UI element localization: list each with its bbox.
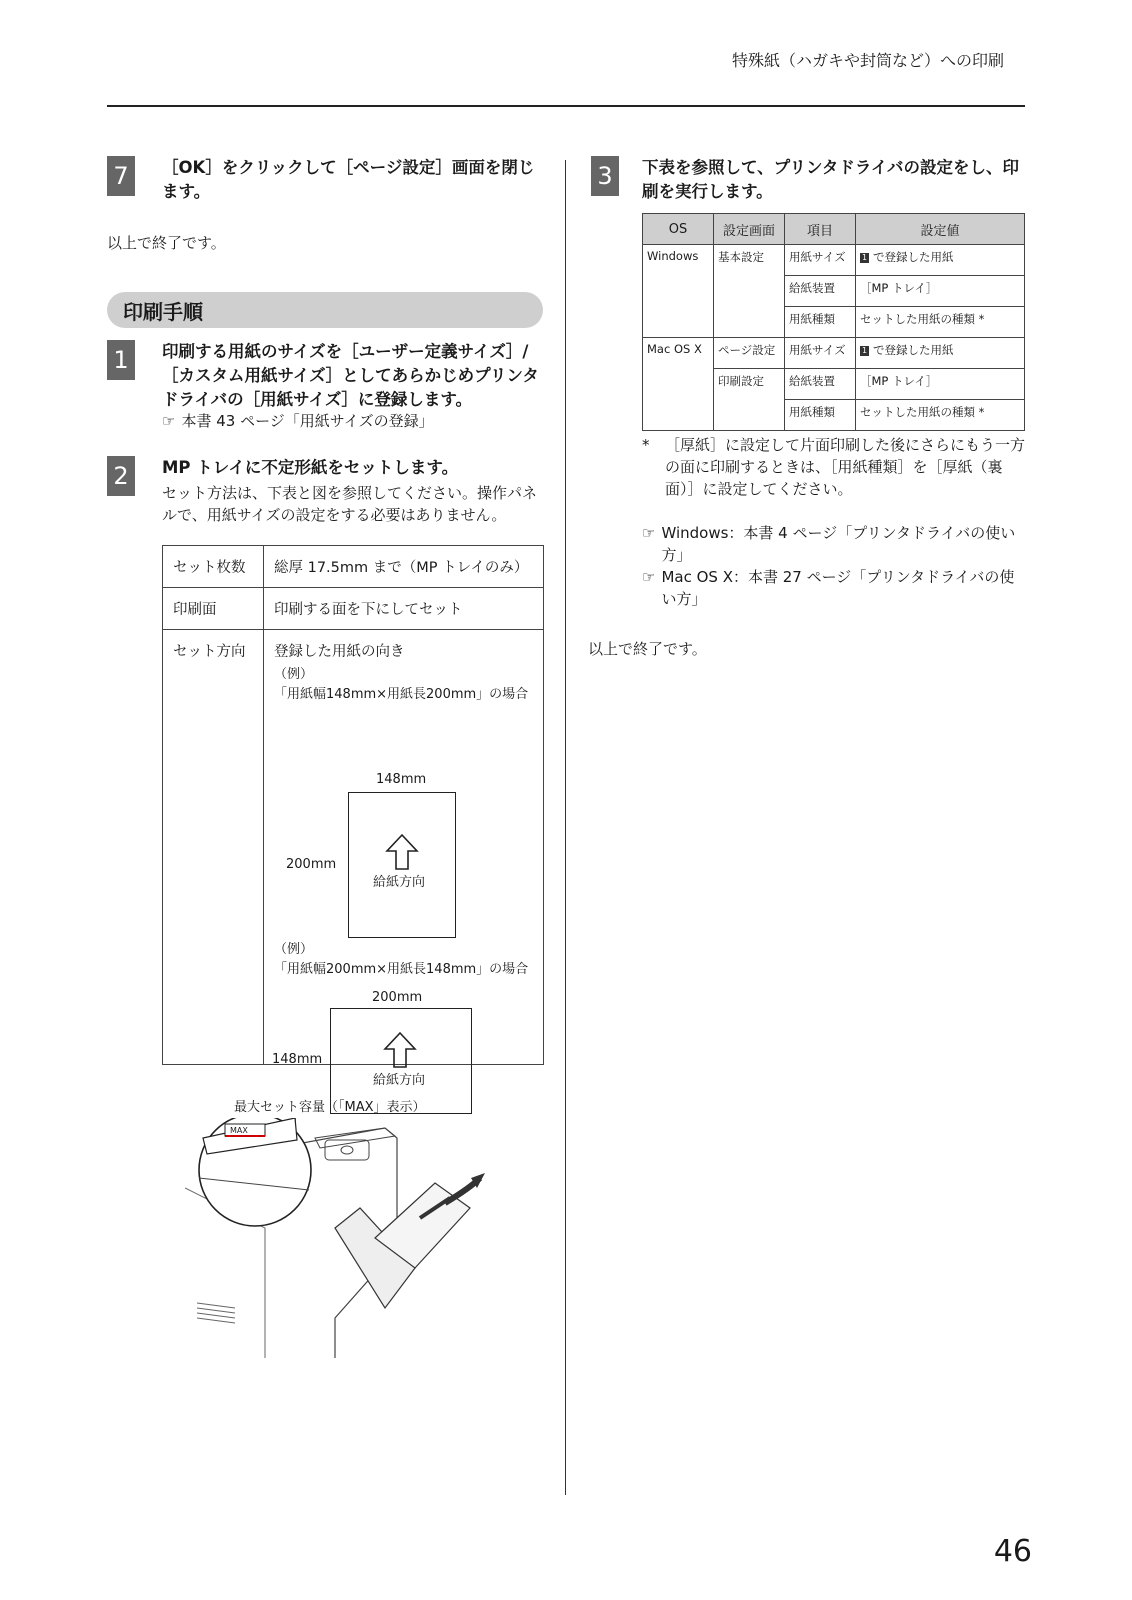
table-row	[163, 546, 544, 588]
example-2-label: （例）	[274, 942, 314, 957]
page-number: 46	[993, 1534, 1032, 1569]
table-cell: 用紙種類	[785, 307, 856, 338]
end-text-right: 以上で終了です。	[588, 640, 707, 658]
table-cell: セット方向	[163, 630, 264, 1065]
table-cell: 用紙サイズ	[785, 245, 856, 276]
table-cell: 給紙装置	[785, 276, 856, 307]
example-2-height: 148mm	[272, 1052, 323, 1067]
table-row	[163, 588, 544, 630]
end-text-left: 以上で終了です。	[107, 234, 226, 252]
example-1-label: （例）	[274, 667, 314, 682]
reference-pointer-icon: ☞	[642, 568, 656, 586]
step-2-number: 2	[107, 456, 135, 496]
direction-value: 登録した用紙の向き	[274, 644, 405, 660]
table-row	[643, 400, 1025, 431]
table-cell: 1 で登録した用紙	[856, 338, 1025, 369]
table-cell	[643, 276, 714, 307]
feed-arrow-icon	[383, 1031, 417, 1069]
feed-arrow-icon	[385, 833, 419, 871]
example-1-feed: 給紙方向	[373, 875, 426, 890]
printer-illustration	[185, 1118, 495, 1358]
table-cell: ［MP トレイ］	[856, 369, 1025, 400]
max-label: MAX	[230, 1126, 248, 1135]
table-cell	[643, 307, 714, 338]
table-cell: ［MP トレイ］	[856, 276, 1025, 307]
step-2-desc: セット方法は、下表と図を参照してください。操作パネルで、用紙サイズの設定をする必要はありません。	[162, 484, 538, 524]
example-1-width: 148mm	[376, 772, 427, 787]
table-header-row	[643, 214, 1025, 245]
table-row	[643, 307, 1025, 338]
table-header: OS	[643, 214, 714, 245]
section-title: 印刷手順	[123, 300, 203, 324]
step-7-text: ［OK］をクリックして［ページ設定］画面を閉じます。	[162, 158, 535, 201]
driver-table	[642, 213, 1025, 431]
table-cell: 1 で登録した用紙	[856, 245, 1025, 276]
table-header: 項目	[785, 214, 856, 245]
table-cell: 基本設定	[714, 245, 785, 276]
set-table	[162, 545, 544, 1088]
table-cell: セット枚数	[163, 546, 264, 588]
example-2-caption: 「用紙幅200mm×用紙長148mm」の場合	[274, 962, 529, 977]
table-cell: 総厚 17.5mm まで（MP トレイのみ）	[264, 546, 544, 588]
figure-callout: 最大セット容量（「MAX」表示）	[234, 1100, 426, 1115]
table-cell	[264, 630, 544, 1088]
example-1-paper	[348, 792, 456, 938]
table-cell: 給紙装置	[785, 369, 856, 400]
example-1-height: 200mm	[286, 857, 337, 872]
table-cell: 印刷設定	[714, 369, 785, 400]
header-title: 特殊紙（ハガキや封筒など）への印刷	[731, 51, 1004, 70]
table-header: 設定値	[856, 214, 1025, 245]
step-ref-badge: 1	[861, 345, 868, 355]
note-text: ［厚紙］に設定して片面印刷した後にさらにもう一方の面に印刷するときは、［用紙種類］を［厚紙（裏面）］に設定してください。	[665, 436, 1026, 498]
table-cell	[643, 400, 714, 431]
table-cell: Windows	[643, 245, 714, 276]
table-row	[643, 276, 1025, 307]
table-cell	[714, 276, 785, 307]
table-cell: セットした用紙の種類 *	[856, 400, 1025, 431]
example-2-width: 200mm	[372, 990, 423, 1005]
table-cell	[714, 307, 785, 338]
section-bar	[107, 292, 543, 328]
table-row	[643, 369, 1025, 400]
step-1-number: 1	[107, 340, 135, 380]
ref-windows[interactable]: ☞ Windows：本書 4 ページ「プリンタドライバの使い方」	[642, 524, 1016, 564]
table-header: 設定画面	[714, 214, 785, 245]
table-cell: 印刷する面を下にしてセット	[264, 588, 544, 630]
table-cell: 印刷面	[163, 588, 264, 630]
ref-mac[interactable]: ☞ Mac OS X：本書 27 ページ「プリンタドライバの使い方」	[642, 568, 1015, 608]
table-cell: Mac OS X	[643, 338, 714, 369]
table-row	[643, 245, 1025, 276]
table-row	[163, 630, 544, 1065]
reference-pointer-icon: ☞	[642, 524, 656, 542]
table-cell: セットした用紙の種類 *	[856, 307, 1025, 338]
column-divider	[565, 160, 566, 1495]
step-3-text: 下表を参照して、プリンタドライバの設定をし、印刷を実行します。	[642, 158, 1020, 201]
step-3-number: 3	[591, 156, 619, 196]
step-ref-badge: 1	[861, 252, 868, 262]
table-cell	[714, 400, 785, 431]
step-2-text: MP トレイに不定形紙をセットします。	[162, 458, 459, 477]
header-rule	[107, 105, 1025, 107]
table-cell: 用紙サイズ	[785, 338, 856, 369]
table-row	[643, 338, 1025, 369]
reference-pointer-icon: ☞	[162, 412, 176, 430]
step-7-number: 7	[107, 156, 135, 196]
table-cell	[643, 369, 714, 400]
step-1-text: 印刷する用紙のサイズを［ユーザー定義サイズ］/［カスタム用紙サイズ］としてあらかじめプリンタドライバの［用紙サイズ］に登録します。	[162, 342, 539, 409]
step-1-ref[interactable]: ☞ 本書 43 ページ「用紙サイズの登録」	[162, 412, 434, 430]
note-mark: *	[642, 436, 650, 454]
table-cell: 用紙種類	[785, 400, 856, 431]
table-cell: ページ設定	[714, 338, 785, 369]
example-1-caption: 「用紙幅148mm×用紙長200mm」の場合	[274, 687, 529, 702]
example-2-feed: 給紙方向	[373, 1073, 426, 1088]
